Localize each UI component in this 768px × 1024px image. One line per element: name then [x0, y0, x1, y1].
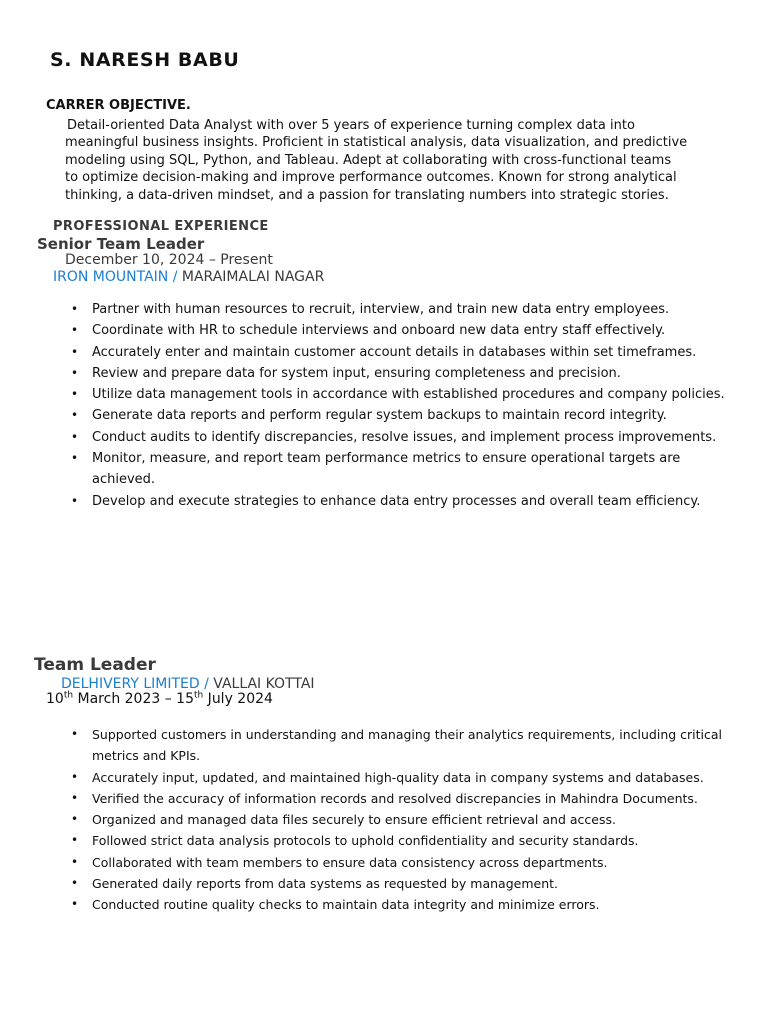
list-item-text: Develop and execute strategies to enhance data entry processes and overall team efficiency.: [92, 493, 701, 509]
objective-line: to optimize decision-making and improve performance outcomes. Known for strong analytical: [65, 170, 677, 186]
bullet-icon: •: [71, 876, 79, 891]
list-item-text: Conducted routine quality checks to maintain data integrity and minimize errors.: [92, 897, 600, 913]
objective-heading: CARRER OBJECTIVE.: [46, 98, 191, 113]
list-item: [71, 342, 732, 363]
list-item-text: Followed strict data analysis protocols to uphold confidentiality and security standards.: [92, 833, 639, 849]
list-item-text: Monitor, measure, and report team performance metrics to ensure operational targets are achieved.: [92, 451, 681, 488]
end-month-year: July 2024: [203, 691, 273, 707]
bullet-icon: •: [71, 365, 79, 380]
job-dates: [46, 691, 273, 707]
bullet-icon: •: [71, 833, 79, 848]
list-item: [71, 384, 732, 405]
bullet-icon: •: [71, 429, 79, 444]
end-day-suffix: th: [194, 690, 204, 701]
list-item: [71, 363, 732, 384]
list-item: [71, 448, 732, 491]
list-item-text: Collaborated with team members to ensure data consistency across departments.: [92, 854, 608, 870]
bullet-icon: •: [71, 790, 79, 805]
company-name: DELHIVERY LIMITED /: [61, 676, 214, 692]
list-item: [71, 320, 732, 341]
bullet-icon: •: [71, 854, 79, 869]
start-day: 10: [46, 691, 64, 707]
list-item: [71, 830, 732, 851]
job-title: Team Leader: [34, 655, 156, 675]
bullet-icon: •: [71, 451, 79, 466]
bullet-icon: •: [71, 727, 79, 741]
list-item-text: Review and prepare data for system input, ensuring completeness and precision.: [92, 365, 621, 381]
list-item: [71, 788, 732, 809]
candidate-name: S. NARESH BABU: [50, 49, 240, 71]
list-item-text: Accurately input, updated, and maintained high-quality data in company systems and databases.: [92, 769, 704, 785]
objective-line: modeling using SQL, Python, and Tableau. Adept at collaborating with cross-functional teams: [65, 152, 672, 168]
list-item: [71, 767, 732, 788]
list-item: [71, 873, 732, 894]
list-item: [71, 852, 732, 873]
list-item-text: Conduct audits to identify discrepancies, resolve issues, and implement process improvements.: [92, 429, 717, 445]
experience-heading: PROFESSIONAL EXPERIENCE: [53, 219, 269, 234]
job-title: Senior Team Leader: [37, 235, 205, 253]
bullet-icon: •: [71, 769, 79, 784]
bullet-icon: •: [71, 812, 79, 827]
list-item-text: Partner with human resources to recruit, interview, and train new data entry employees.: [92, 302, 670, 317]
bullet-icon: •: [71, 897, 79, 912]
bullet-icon: •: [71, 302, 79, 316]
list-item: [71, 405, 732, 426]
list-item: [71, 427, 732, 448]
objective-paragraph: [65, 117, 735, 204]
bullet-icon: •: [71, 344, 79, 359]
list-item-text: Generated daily reports from data systems as requested by management.: [92, 876, 559, 892]
company-name: IRON MOUNTAIN /: [53, 269, 182, 285]
list-item-text: Accurately enter and maintain customer account details in databases within set timeframes.: [92, 344, 697, 360]
bullet-icon: •: [71, 493, 79, 508]
company-location: MARAIMALAI NAGAR: [181, 269, 325, 285]
job-company-line: [53, 269, 324, 285]
job-responsibilities-list: [71, 299, 732, 512]
job-company-line: [61, 676, 315, 692]
list-item: [71, 724, 732, 767]
bullet-icon: •: [71, 408, 79, 423]
objective-line: Detail-oriented Data Analyst with over 5 years of experience turning complex data into: [67, 118, 635, 133]
list-item-text: Verified the accuracy of information records and resolved discrepancies in Mahindra Documents.: [92, 790, 698, 806]
company-location: VALLAI KOTTAI: [213, 676, 315, 692]
list-item-text: Organized and managed data files securely to ensure efficient retrieval and access.: [92, 812, 616, 828]
start-month-year: March 2023 –: [73, 691, 177, 707]
list-item: [71, 491, 732, 512]
list-item-text: Supported customers in understanding and managing their analytics requirements, including critical metrics and KPIs.: [92, 727, 723, 764]
list-item: [71, 299, 732, 320]
list-item: [71, 809, 732, 830]
objective-line: thinking, a data-driven mindset, and a passion for translating numbers into strategic stories.: [65, 187, 669, 203]
job-dates: December 10, 2024 – Present: [65, 252, 273, 268]
list-item-text: Utilize data management tools in accordance with established procedures and company policies.: [92, 387, 725, 403]
end-day: 15: [176, 691, 194, 707]
job-responsibilities-list: [71, 724, 732, 916]
bullet-icon: •: [71, 323, 79, 338]
objective-line: meaningful business insights. Proficient in statistical analysis, data visualization, and predictive: [65, 135, 688, 151]
list-item: [71, 894, 732, 915]
start-day-suffix: th: [63, 690, 74, 701]
bullet-icon: •: [71, 387, 79, 402]
list-item-text: Coordinate with HR to schedule interviews and onboard new data entry staff effectively.: [92, 323, 666, 339]
list-item-text: Generate data reports and perform regular system backups to maintain record integrity.: [92, 408, 667, 424]
